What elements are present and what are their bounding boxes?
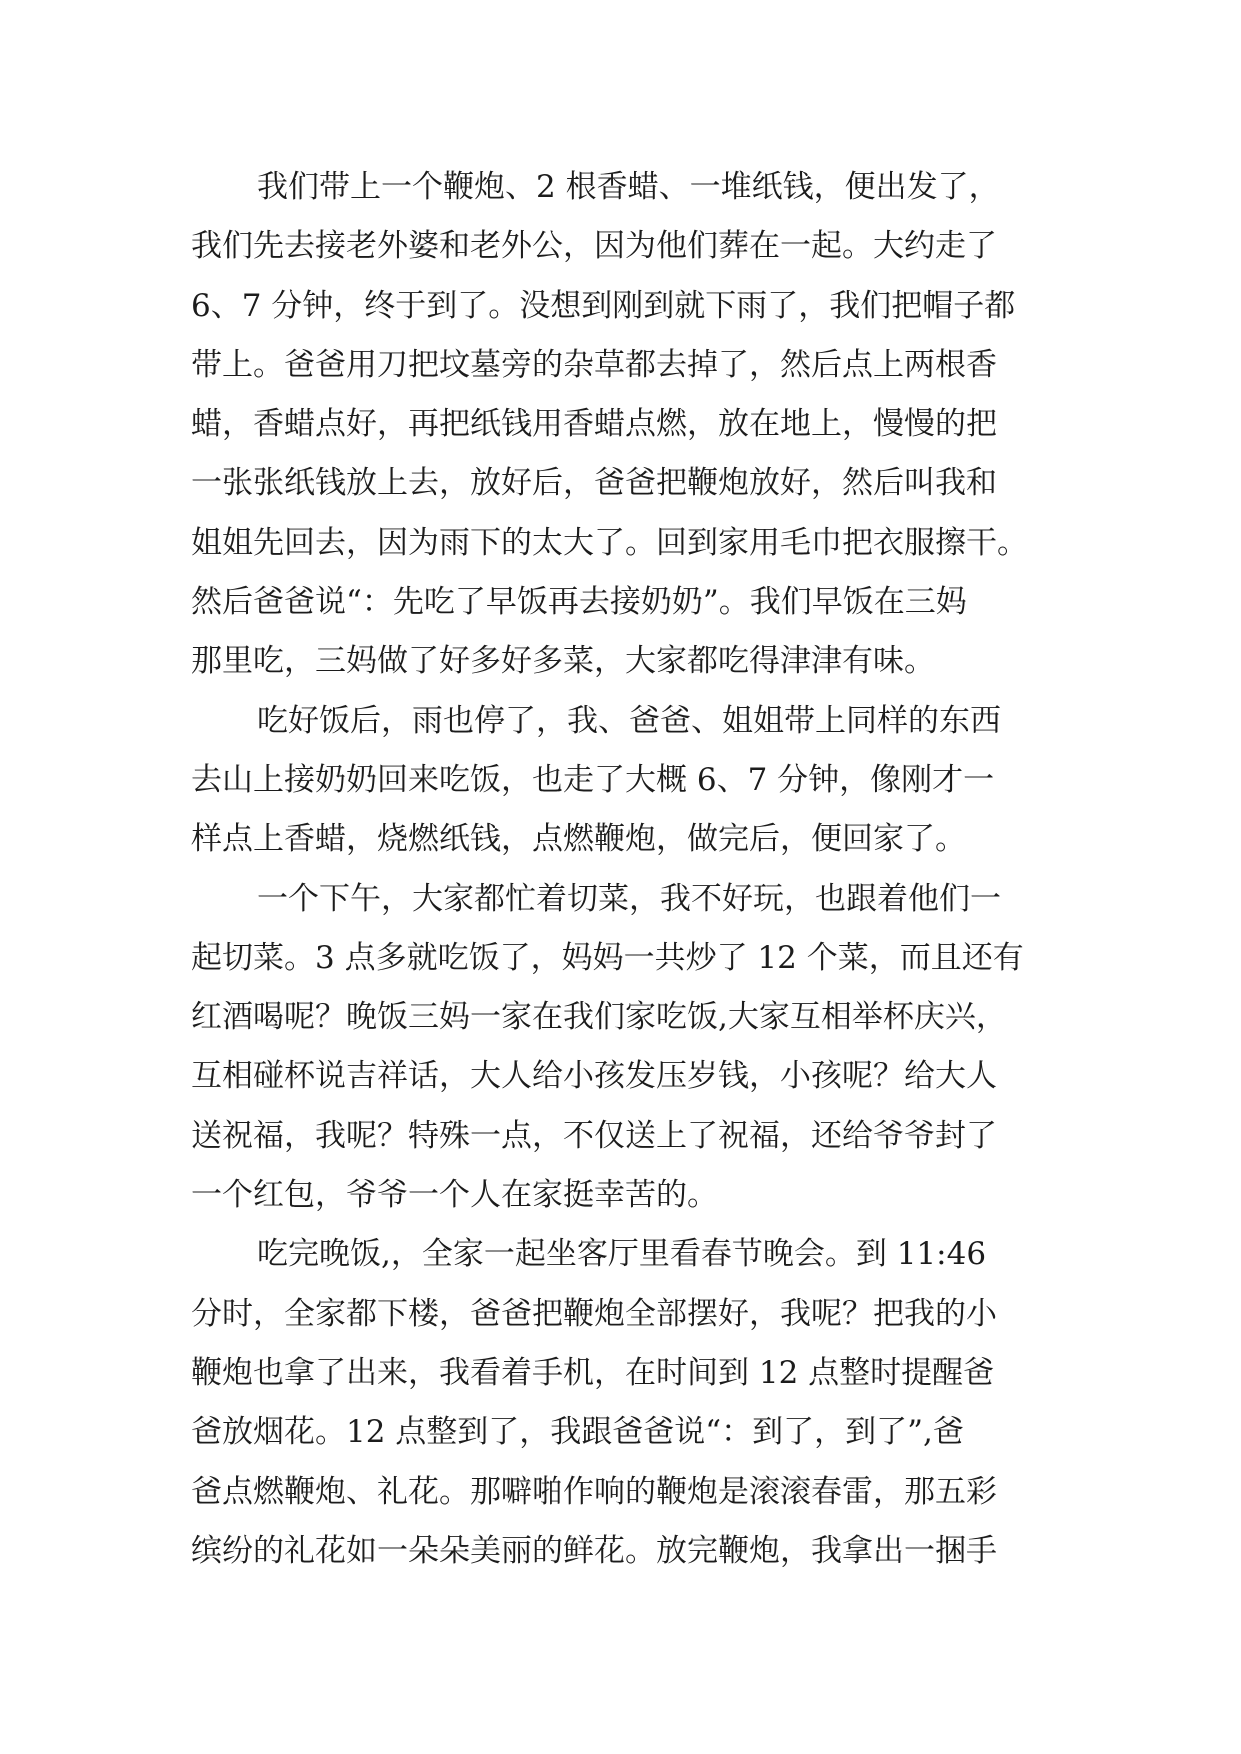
paragraph-line: 蜡，香蜡点好，再把纸钱用香蜡点燃，放在地上，慢慢的把 [191,406,997,443]
paragraph-line: 送祝福，我呢？特殊一点，不仅送上了祝福，还给爷爷封了 [191,1117,997,1154]
paragraph-line: 缤纷的礼花如一朵朵美丽的鲜花。放完鞭炮，我拿出一捆手 [191,1532,997,1569]
paragraph-line: 6、7 分钟，终于到了。没想到刚到就下雨了，我们把帽子都 [191,287,1016,324]
paragraph-line: 样点上香蜡，烧燃纸钱，点燃鞭炮，做完后，便回家了。 [191,821,966,858]
paragraph-line: 红酒喝呢？晚饭三妈一家在我们家吃饭,大家互相举杯庆兴， [191,999,1007,1036]
paragraph-line: 一个下午，大家都忙着切菜，我不好玩，也跟着他们一 [257,880,1001,917]
paragraph-line: 互相碰杯说吉祥话，大人给小孩发压岁钱，小孩呢？给大人 [191,1058,997,1095]
paragraph-line: 分时，全家都下楼，爸爸把鞭炮全部摆好，我呢？把我的小 [191,1295,997,1332]
paragraph-line: 一张张纸钱放上去，放好后，爸爸把鞭炮放好，然后叫我和 [191,465,997,502]
paragraph-line: 吃完晚饭,，全家一起坐客厅里看春节晚会。到 11:46 [257,1236,987,1273]
paragraph-line: 然后爸爸说“：先吃了早饭再去接奶奶”。我们早饭在三妈 [191,584,967,621]
paragraph-line: 爸放烟花。12 点整到了，我跟爸爸说“：到了，到了”,爸 [191,1414,964,1451]
paragraph-line: 一个红包，爷爷一个人在家挺幸苦的。 [191,1177,718,1214]
paragraph-line: 鞭炮也拿了出来，我看着手机，在时间到 12 点整时提醒爸 [191,1354,995,1391]
paragraph-line: 带上。爸爸用刀把坟墓旁的杂草都去掉了，然后点上两根香 [191,346,997,383]
paragraph-line: 去山上接奶奶回来吃饭，也走了大概 6、7 分钟，像刚才一 [191,761,995,798]
paragraph-line: 我们先去接老外婆和老外公，因为他们葬在一起。大约走了 [191,228,997,265]
paragraph-line: 那里吃，三妈做了好多好多菜，大家都吃得津津有味。 [191,643,935,680]
paragraph-line: 姐姐先回去，因为雨下的太大了。回到家用毛巾把衣服擦干。 [191,524,1028,561]
paragraph-line: 我们带上一个鞭炮、2 根香蜡、一堆纸钱，便出发了， [257,169,1000,205]
document-body [191,158,1071,1581]
paragraph-line: 起切菜。3 点多就吃饭了，妈妈一共炒了 12 个菜，而且还有 [191,939,1024,976]
paragraph-line: 爸点燃鞭炮、礼花。那噼啪作响的鞭炮是滚滚春雷，那五彩 [191,1473,997,1510]
paragraph-line: 吃好饭后，雨也停了，我、爸爸、姐姐带上同样的东西 [257,702,1001,739]
